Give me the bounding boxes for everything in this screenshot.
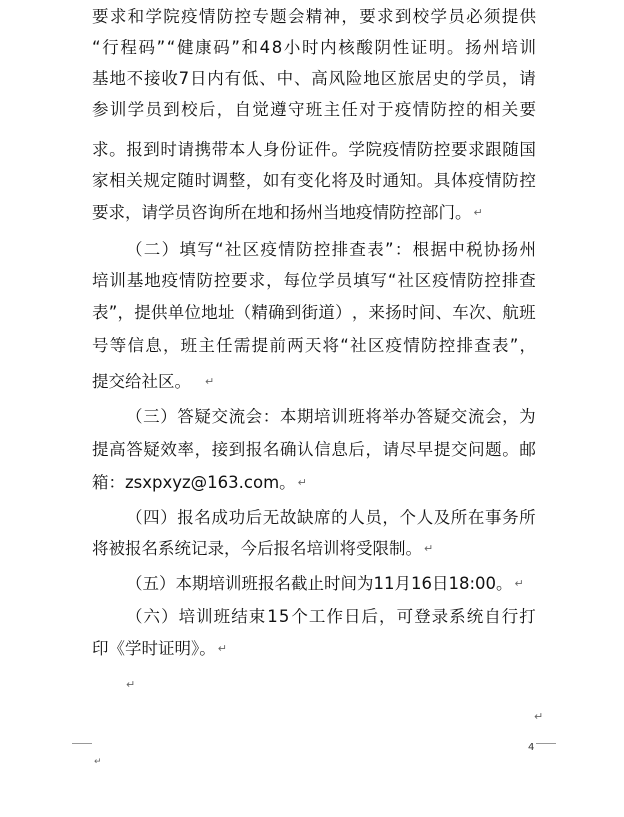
section-2-heading-line: （ 二 ） 填 写 “ 社 区 疫 情 防 控 排 查 表 ” ： 根 据 中 税 协 扬 州: [126, 240, 536, 259]
footer-paragraph-mark: ↵: [94, 757, 102, 767]
paragraph-mark: ↵: [514, 577, 524, 590]
paragraph-mark: ↵: [473, 206, 483, 219]
footer-rule-left: [72, 743, 92, 744]
body-line-15-text: 箱：zsxpxyz@163.com。: [92, 473, 296, 492]
body-line-17: [92, 539, 536, 559]
body-line-15: [92, 473, 536, 493]
body-line-10: 表 ” ， 提 供 单 位 地 址 （ 精 确 到 街 道 ） ， 来 扬 时 间 、 车 次 、 航 班: [92, 303, 536, 322]
paragraph-mark: ↵: [217, 642, 227, 655]
body-line-7-text: 要求，请学员咨询所在地和扬州当地疫情防控部门。: [92, 203, 472, 222]
body-line-9: 培 训 基 地 疫 情 防 控 要 求 ， 每 位 学 员 填 写 “ 社 区 疫 情 防 控 排 查: [92, 271, 536, 290]
body-line-3: 基 地 不 接 收 7 日 内 有 低 、 中 、 高 风 险 地 区 旅 居 史 的 学 员 ， 请: [92, 69, 536, 88]
body-line-11: 号 等 信 息 ， 班 主 任 需 提 前 两 天 将 “ 社 区 疫 情 防 控 排 查 表 ” ，: [92, 336, 536, 355]
body-line-6: 家 相 关 规 定 随 时 调 整 ， 如 有 变 化 将 及 时 通 知 。 具 体 疫 情 防 控: [92, 171, 536, 190]
empty-paragraph-mark: ↵: [534, 710, 544, 723]
body-line-12: [92, 372, 536, 392]
body-line-5: 求 。 报 到 时 请 携 带 本 人 身 份 证 件 。 学 院 疫 情 防 控 要 求 跟 随 国: [92, 140, 536, 159]
section-4-heading-line: （ 四 ） 报 名 成 功 后 无 故 缺 席 的 人 员 ， 个 人 及 所 在 事 务 所: [126, 508, 536, 527]
paragraph-mark: ↵: [297, 476, 307, 489]
body-line-7: [92, 203, 536, 223]
body-line-20-text: 印《学时证明》。: [92, 639, 216, 658]
section-6-heading-line: （ 六 ） 培 训 班 结 束 1 5 个 工 作 日 后 ， 可 登 录 系 统 自 行 打: [126, 607, 536, 626]
footer-rule-right: [536, 743, 556, 744]
body-line-2: “ 行 程 码 ” “ 健 康 码 ” 和 4 8 小 时 内 核 酸 阴 性 证 明 。 扬 州 培 训: [92, 38, 536, 57]
section-5-line: [126, 574, 536, 594]
body-line-20: [92, 639, 536, 659]
body-line-17-text: 将被报名系统记录，今后报名培训将受限制。: [92, 539, 422, 558]
body-line-4: 参 训 学 员 到 校 后 ， 自 觉 遵 守 班 主 任 对 于 疫 情 防 控 的 相 关 要: [92, 100, 536, 119]
empty-paragraph-mark: ↵: [126, 678, 136, 691]
page-number: 4: [528, 742, 535, 753]
body-line-1: 要 求 和 学 院 疫 情 防 控 专 题 会 精 神 ， 要 求 到 校 学 员 必 须 提 供: [92, 7, 536, 26]
body-line-14: 提 高 答 疑 效 率 ， 接 到 报 名 确 认 信 息 后 ， 请 尽 早 提 交 问 题 。 邮: [92, 440, 536, 459]
section-5-text: （五）本期培训班报名截止时间为11月16日18:00。: [126, 574, 513, 593]
section-3-heading-line: （ 三 ） 答 疑 交 流 会 ： 本 期 培 训 班 将 举 办 答 疑 交 流 会 ， 为: [126, 407, 536, 426]
paragraph-mark: ↵: [424, 542, 434, 555]
paragraph-mark: ↵: [205, 375, 215, 388]
body-line-12-text: 提交给社区。: [92, 372, 191, 391]
